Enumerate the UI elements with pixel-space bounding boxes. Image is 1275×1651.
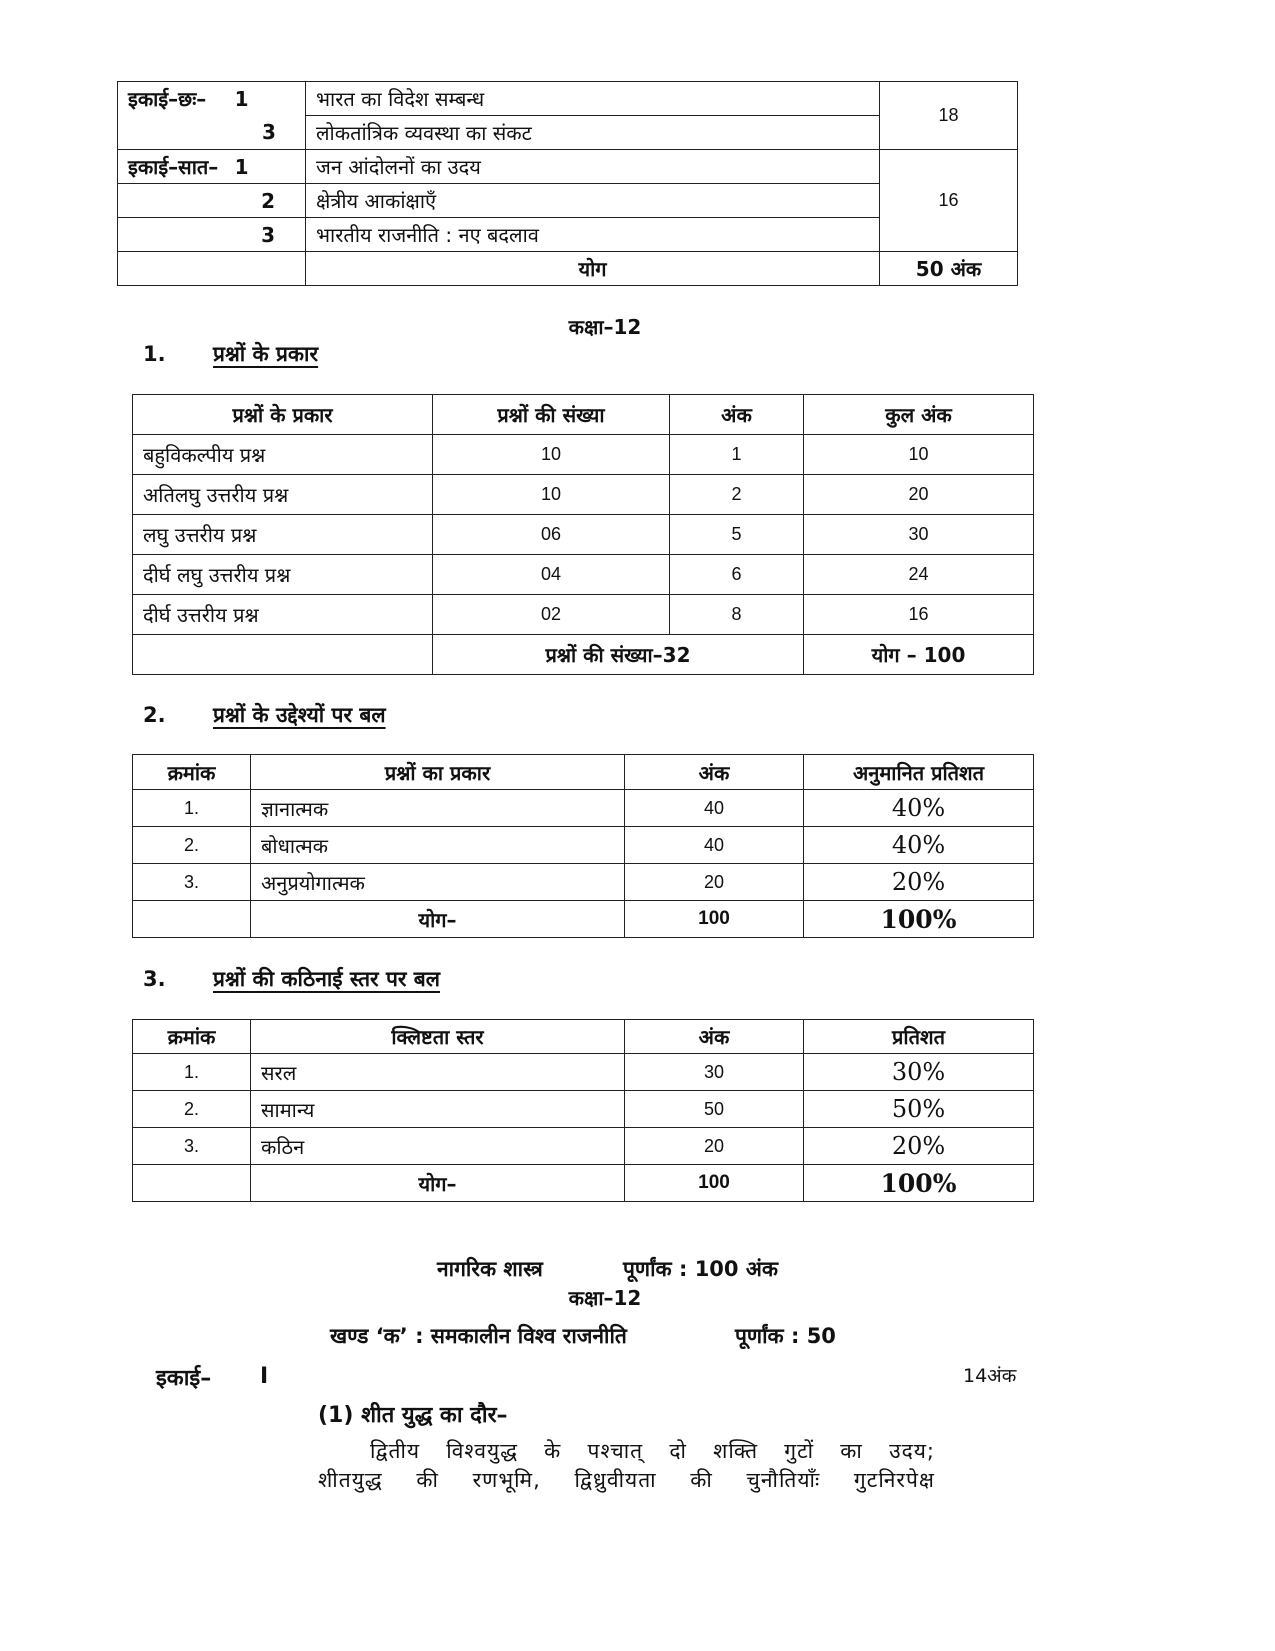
table-row	[118, 252, 1018, 286]
question-category: ज्ञानात्मक	[251, 790, 625, 827]
serial-number: 1.	[133, 1054, 251, 1091]
column-header: प्रतिशत	[804, 1020, 1034, 1054]
topic-heading: (1) शीत युद्ध का दौर–	[318, 1403, 508, 1428]
total-marks: 10	[804, 435, 1034, 475]
difficulty-table	[132, 1019, 1034, 1202]
total-marks: 100	[625, 1165, 804, 1202]
unit-topic: भारतीय राजनीति : नए बदलाव	[306, 218, 880, 252]
topic-paragraph-line-2: शीतयुद्ध की रणभूमि, द्विध्रुवीयता की चुनौतियाँः गुटनिरपेक्ष	[318, 1468, 935, 1492]
column-header: प्रश्नों की संख्या	[433, 395, 670, 435]
table-row	[133, 475, 1034, 515]
unit-topic: जन आंदोलनों का उदय	[306, 150, 880, 184]
civics-class-heading: कक्षा–12	[568, 1286, 642, 1310]
question-type: अतिलघु उत्तरीय प्रश्न	[133, 475, 433, 515]
unit-marks: 18	[880, 82, 1018, 150]
percentage: 20%	[804, 864, 1034, 901]
unit-row-number: 3	[118, 218, 306, 252]
total-label: योग–	[251, 901, 625, 938]
section-1-number: 1.	[143, 342, 166, 366]
table-total-row	[133, 1165, 1034, 1202]
section-2-number: 2.	[143, 703, 166, 727]
objectives-table	[132, 754, 1034, 938]
total-marks: 50 अंक	[880, 252, 1018, 286]
unit-label: इकाई–सात–	[128, 155, 219, 179]
question-type: दीर्घ लघु उत्तरीय प्रश्न	[133, 555, 433, 595]
total-label: योग–	[251, 1165, 625, 1202]
part-full-marks: पूर्णांक : 50	[735, 1324, 836, 1348]
marks: 20	[625, 1128, 804, 1165]
table-row	[118, 150, 1018, 184]
unit-topic: लोकतांत्रिक व्यवस्था का संकट	[306, 116, 880, 150]
question-type: दीर्घ उत्तरीय प्रश्न	[133, 595, 433, 635]
total-marks: 100	[625, 901, 804, 938]
marks: 1	[670, 435, 804, 475]
column-header: कुल अंक	[804, 395, 1034, 435]
unit-marks: 16	[880, 150, 1018, 252]
section-3-number: 3.	[143, 967, 166, 991]
table-row	[133, 790, 1034, 827]
unit-heading-marks: 14अंक	[963, 1365, 1017, 1387]
difficulty-level: सामान्य	[251, 1091, 625, 1128]
question-count: 10	[433, 435, 670, 475]
total-marks: 16	[804, 595, 1034, 635]
table-row	[118, 82, 1018, 116]
percentage: 20%	[804, 1128, 1034, 1165]
marks: 40	[625, 827, 804, 864]
table-header-row	[133, 1020, 1034, 1054]
class-heading: कक्षा–12	[568, 315, 642, 339]
table-row	[133, 1054, 1034, 1091]
total-marks: 20	[804, 475, 1034, 515]
question-type: लघु उत्तरीय प्रश्न	[133, 515, 433, 555]
marks: 8	[670, 595, 804, 635]
unit-heading-number: I	[260, 1364, 269, 1389]
marks: 20	[625, 864, 804, 901]
unit-row-number: 3	[118, 116, 306, 150]
section-1-title: प्रश्नों के प्रकार	[213, 342, 319, 366]
marks: 40	[625, 790, 804, 827]
unit-row-number: 1	[234, 155, 249, 179]
serial-number: 2.	[133, 827, 251, 864]
table-row	[133, 595, 1034, 635]
serial-number: 3.	[133, 1128, 251, 1165]
unit-label: इकाई–छः–	[128, 87, 207, 112]
column-header: अंक	[670, 395, 804, 435]
column-header: प्रश्नों का प्रकार	[251, 755, 625, 790]
marks: 6	[670, 555, 804, 595]
question-count: 02	[433, 595, 670, 635]
topic-paragraph-line-1: द्वितीय विश्वयुद्ध के पश्चात् दो शक्ति गुटों का उदय;	[370, 1439, 935, 1463]
subject-full-marks: पूर्णांक : 100 अंक	[623, 1257, 779, 1281]
serial-number: 1.	[133, 790, 251, 827]
total-percentage: 100%	[804, 1165, 1034, 1202]
subject-title: नागरिक शास्त्र	[437, 1257, 543, 1281]
marks: 30	[625, 1054, 804, 1091]
marks: 5	[670, 515, 804, 555]
table-row	[133, 864, 1034, 901]
unit-row-number: 1	[234, 87, 249, 112]
total-percentage: 100%	[804, 901, 1034, 938]
table-row	[133, 1128, 1034, 1165]
question-count: 04	[433, 555, 670, 595]
column-header: क्लिष्टता स्तर	[251, 1020, 625, 1054]
column-header: क्रमांक	[133, 1020, 251, 1054]
unit-heading-label: इकाई–	[156, 1366, 212, 1391]
table-header-row	[133, 395, 1034, 435]
question-type: बहुविकल्पीय प्रश्न	[133, 435, 433, 475]
table-total-row	[133, 901, 1034, 938]
total-marks: 24	[804, 555, 1034, 595]
question-category: बोधात्मक	[251, 827, 625, 864]
question-count: 06	[433, 515, 670, 555]
table-row	[133, 515, 1034, 555]
serial-number: 3.	[133, 864, 251, 901]
part-title: खण्ड ‘क’ : समकालीन विश्व राजनीति	[330, 1324, 627, 1348]
percentage: 50%	[804, 1091, 1034, 1128]
section-2-title: प्रश्नों के उद्देश्यों पर बल	[213, 703, 386, 727]
unit-topic: भारत का विदेश सम्बन्ध	[306, 82, 880, 116]
question-category: अनुप्रयोगात्मक	[251, 864, 625, 901]
unit-row-number: 2	[118, 184, 306, 218]
percentage: 30%	[804, 1054, 1034, 1091]
question-types-table	[132, 394, 1034, 675]
table-row	[133, 435, 1034, 475]
column-header: अंक	[625, 1020, 804, 1054]
table-row	[133, 555, 1034, 595]
unit-topic: क्षेत्रीय आकांक्षाएँ	[306, 184, 880, 218]
total-label: योग	[306, 252, 880, 286]
difficulty-level: कठिन	[251, 1128, 625, 1165]
total-sum: योग – 100	[804, 635, 1034, 675]
difficulty-level: सरल	[251, 1054, 625, 1091]
table-header-row	[133, 755, 1034, 790]
total-marks: 30	[804, 515, 1034, 555]
percentage: 40%	[804, 827, 1034, 864]
section-3-title: प्रश्नों की कठिनाई स्तर पर बल	[213, 967, 441, 991]
units-table	[117, 81, 1018, 286]
total-question-count: प्रश्नों की संख्या–32	[433, 635, 804, 675]
marks: 2	[670, 475, 804, 515]
column-header: अंक	[625, 755, 804, 790]
column-header: अनुमानित प्रतिशत	[804, 755, 1034, 790]
column-header: प्रश्नों के प्रकार	[133, 395, 433, 435]
table-total-row	[133, 635, 1034, 675]
question-count: 10	[433, 475, 670, 515]
table-row	[133, 1091, 1034, 1128]
percentage: 40%	[804, 790, 1034, 827]
serial-number: 2.	[133, 1091, 251, 1128]
column-header: क्रमांक	[133, 755, 251, 790]
table-row	[133, 827, 1034, 864]
marks: 50	[625, 1091, 804, 1128]
